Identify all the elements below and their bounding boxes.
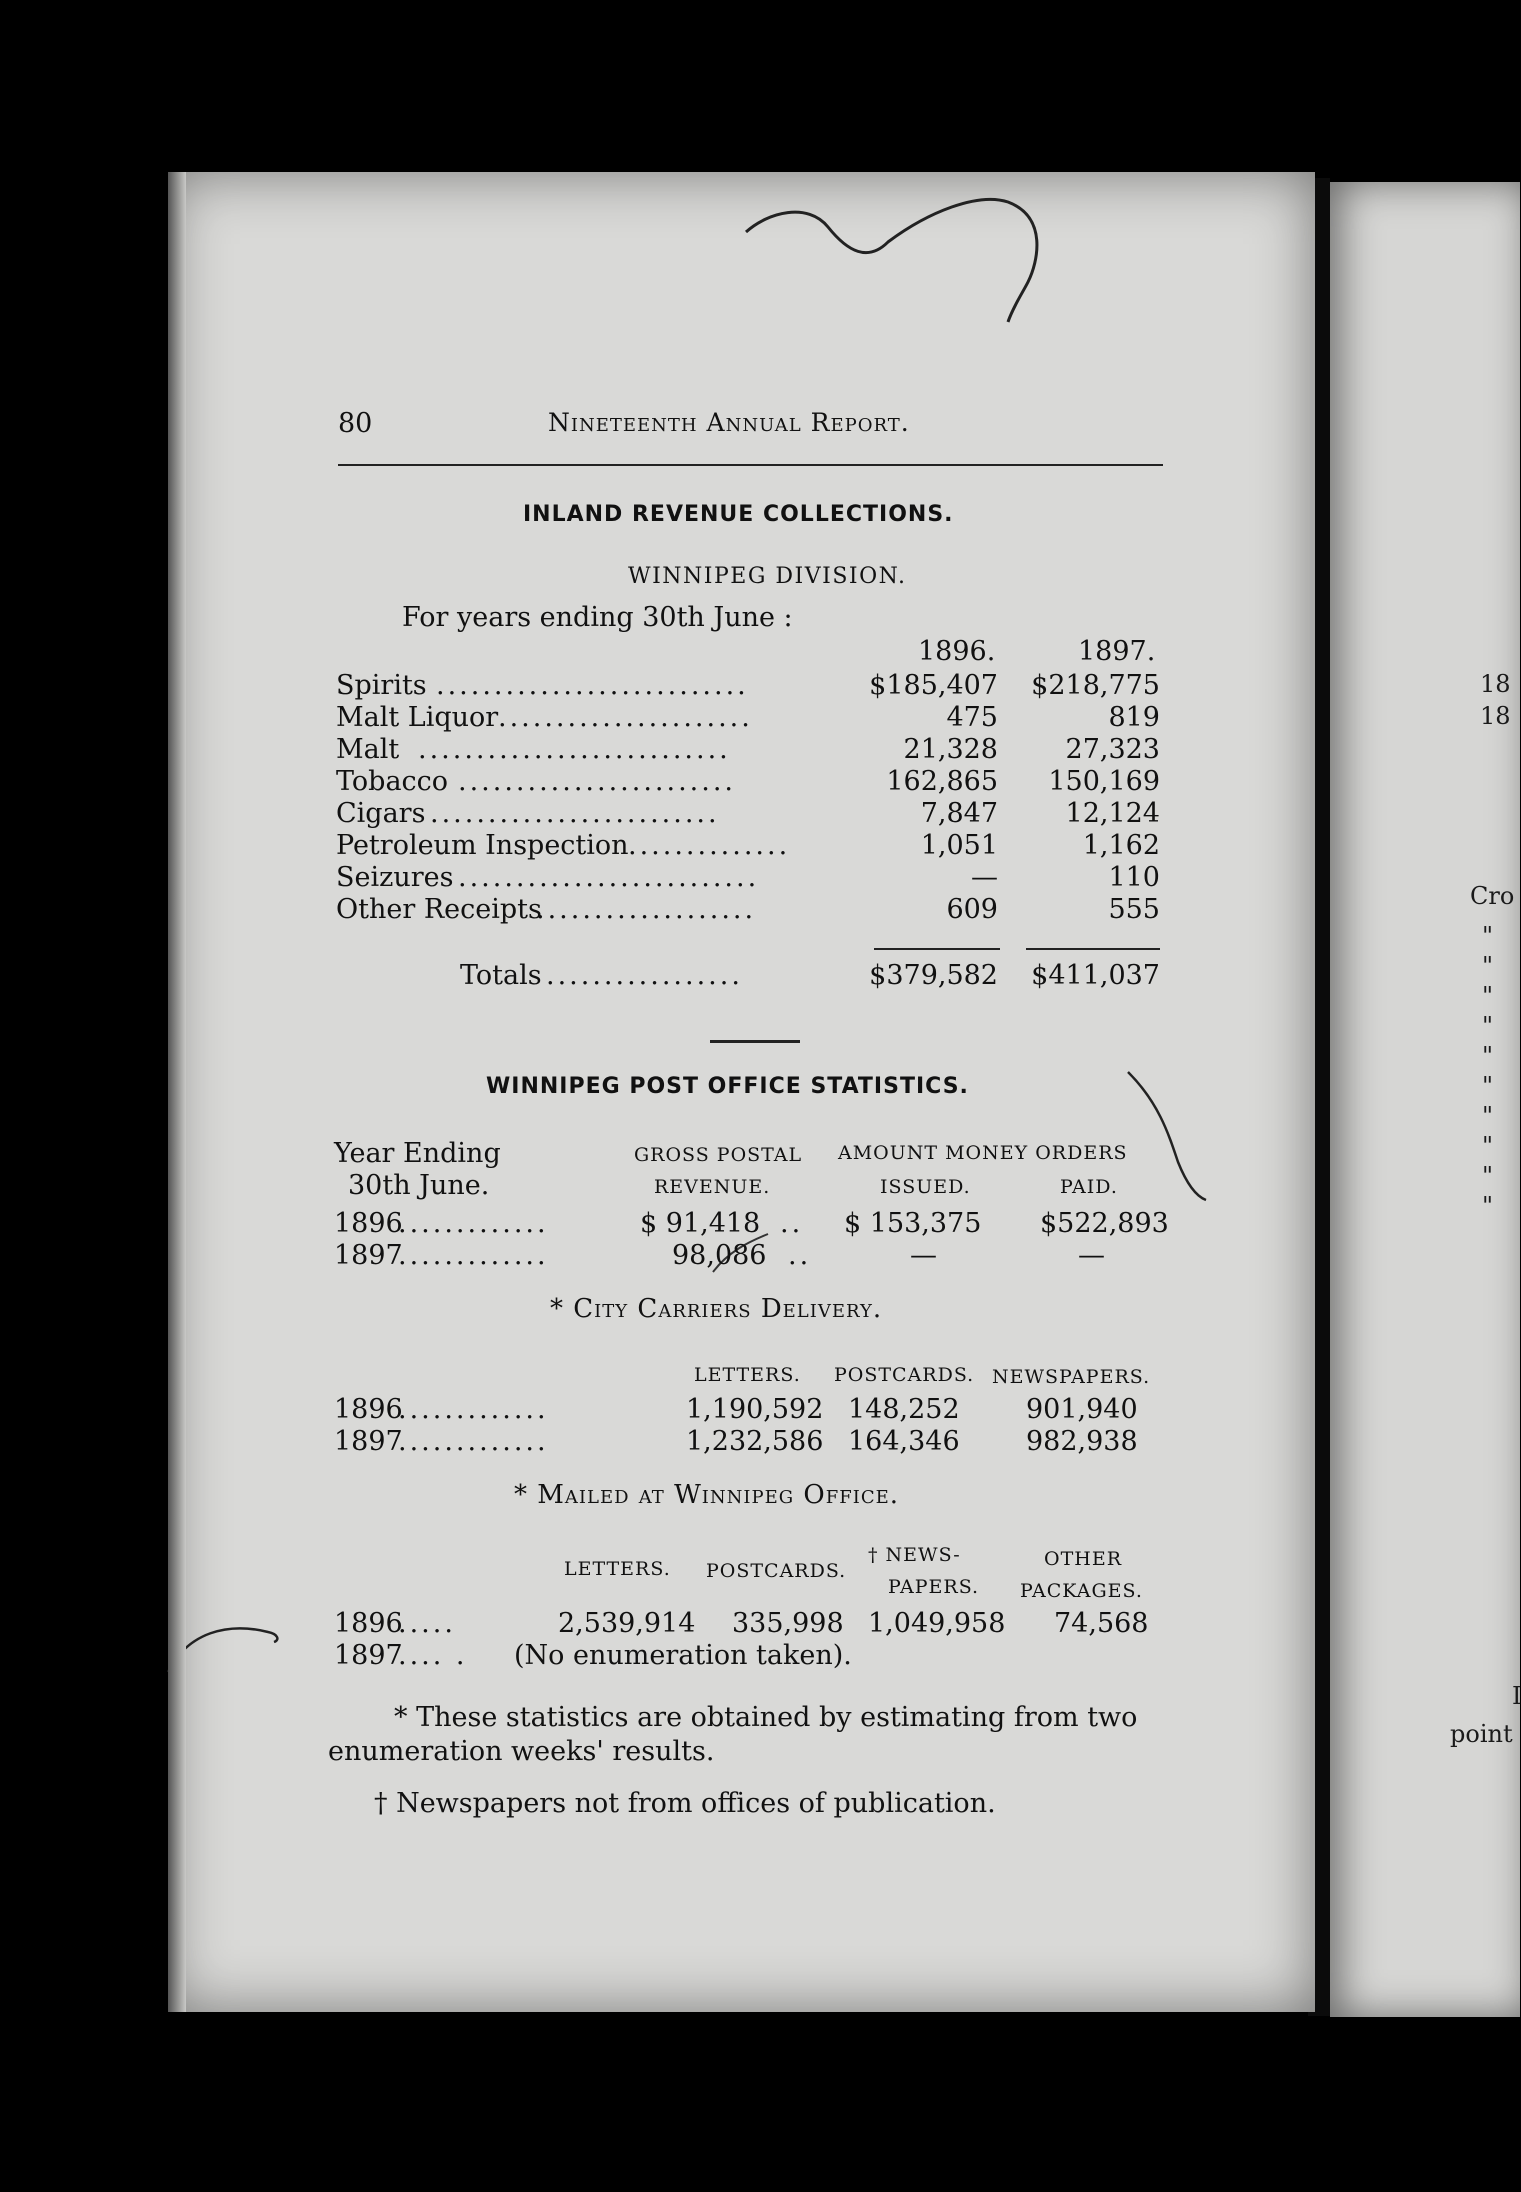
dot-leader: .......................... (458, 862, 760, 893)
facing-page-fragment: " (1482, 982, 1494, 1010)
year-cell: 1896 (334, 1608, 403, 1639)
col-letters: LETTERS. (564, 1558, 671, 1580)
value-1897: $218,775 (1031, 670, 1160, 701)
facing-page-fragment: " (1482, 1012, 1494, 1040)
dot-leader: ..... (398, 1608, 456, 1639)
row-label: Petroleum Inspection (336, 830, 629, 861)
row-label: Other Receipts (336, 894, 542, 925)
postcards-cell: 164,346 (848, 1426, 960, 1457)
gross-revenue-cell: 98,086 (672, 1240, 767, 1271)
col-year-line2: 30th June. (348, 1170, 490, 1201)
col-postcards: POSTCARDS. (834, 1364, 975, 1386)
value-1896: 1,051 (920, 830, 998, 861)
dot-leader: .. (780, 1208, 804, 1239)
issued-cell: $ 153,375 (844, 1208, 982, 1239)
facing-page-fragment: " (1482, 1192, 1494, 1220)
no-enumeration-note: (No enumeration taken). (514, 1640, 852, 1671)
table-row (168, 894, 1315, 926)
mailed-heading: * Mailed at Winnipeg Office. (514, 1480, 899, 1510)
table-row (168, 1426, 1315, 1458)
facing-page-fragment: " (1482, 952, 1494, 980)
facing-page-fragment: point (1450, 1720, 1513, 1748)
header-rule (338, 464, 1163, 466)
year-header-1897: 1897. (1078, 636, 1156, 667)
dot-leader: ................... (536, 894, 757, 925)
facing-page-fragment: 18 (1480, 670, 1511, 698)
totals-rule-1897 (1026, 948, 1160, 950)
table-row (168, 1394, 1315, 1426)
row-label: Seizures (336, 862, 454, 893)
facing-page-fragment: 18 (1480, 702, 1511, 730)
other-packages-cell: 74,568 (1054, 1608, 1149, 1639)
value-1896: $185,407 (869, 670, 998, 701)
value-1897: 110 (1108, 862, 1160, 893)
facing-page-fragment: " (1482, 1042, 1494, 1070)
value-1896: 475 (946, 702, 998, 733)
running-head-title: Nineteenth Annual Report. (548, 408, 910, 437)
year-cell: 1897 (334, 1640, 403, 1671)
col-gross-line2: REVENUE. (654, 1176, 771, 1198)
newspapers-cell: 901,940 (1026, 1394, 1138, 1425)
value-1896: 162,865 (886, 766, 998, 797)
year-cell: 1896 (334, 1208, 403, 1239)
col-news-line2: PAPERS. (888, 1576, 980, 1598)
row-label: Malt Liquor (336, 702, 499, 733)
year-cell: 1897 (334, 1240, 403, 1271)
dot-leader: .............. (628, 830, 791, 861)
page-edge (168, 172, 186, 2012)
year-cell: 1897 (334, 1426, 403, 1457)
footnote-asterisk-line1: * These statistics are obtained by estimating from two (394, 1702, 1138, 1733)
value-1897: 27,323 (1065, 734, 1160, 765)
col-year-line1: Year Ending (334, 1138, 501, 1169)
table-row (168, 1640, 1315, 1672)
col-money-orders: AMOUNT MONEY ORDERS (838, 1142, 1128, 1164)
dot-leader: ........................ (458, 766, 736, 797)
table-row (168, 1608, 1315, 1640)
row-label: Cigars (336, 798, 426, 829)
value-1896: 21,328 (903, 734, 998, 765)
table-row (168, 1208, 1315, 1240)
table-row (168, 734, 1315, 766)
table-row (168, 1240, 1315, 1272)
newspapers-cell: 982,938 (1026, 1426, 1138, 1457)
facing-page-fragment: " (1482, 922, 1494, 950)
dot-leader: ............. (398, 1426, 549, 1457)
newspapers-cell: 1,049,958 (868, 1608, 1006, 1639)
col-issued: ISSUED. (880, 1176, 971, 1198)
letters-cell: 1,190,592 (686, 1394, 824, 1425)
col-gross-line1: GROSS POSTAL (634, 1144, 803, 1166)
dot-leader: ............. (398, 1208, 549, 1239)
city-carriers-heading: * City Carriers Delivery. (550, 1294, 883, 1324)
dot-leader: ................. (546, 960, 743, 991)
postcards-cell: 148,252 (848, 1394, 960, 1425)
page-number: 80 (338, 408, 373, 439)
year-cell: 1896 (334, 1394, 403, 1425)
facing-page-fragment: " (1482, 1162, 1494, 1190)
totals-label: Totals (460, 960, 542, 991)
facing-page-fragment: " (1482, 1102, 1494, 1130)
gross-revenue-cell: $ 91,418 (640, 1208, 761, 1239)
col-postcards: POSTCARDS. (706, 1560, 847, 1582)
paid-cell: $522,893 (1040, 1208, 1169, 1239)
total-1896: $379,582 (869, 960, 998, 991)
totals-rule-1896 (874, 948, 1000, 950)
col-paid: PAID. (1060, 1176, 1118, 1198)
row-label: Malt (336, 734, 400, 765)
facing-page-fragment: Cro (1470, 882, 1515, 910)
dot-leader: .. (788, 1240, 812, 1271)
col-other-line1: OTHER (1044, 1548, 1122, 1570)
dot-leader: ........................... (436, 670, 749, 701)
col-news-line1: † NEWS- (868, 1544, 961, 1566)
value-1896: 7,847 (920, 798, 998, 829)
facing-page-fragment: " (1482, 1132, 1494, 1160)
year-header-1896: 1896. (918, 636, 996, 667)
inland-revenue-heading: INLAND REVENUE COLLECTIONS. (523, 502, 954, 527)
total-1897: $411,037 (1031, 960, 1160, 991)
table-row (168, 830, 1315, 862)
totals-row (168, 960, 1315, 992)
value-1897: 819 (1108, 702, 1160, 733)
value-1897: 555 (1108, 894, 1160, 925)
col-newspapers: NEWSPAPERS. (992, 1366, 1151, 1388)
col-letters: LETTERS. (694, 1364, 801, 1386)
dot-leader: ...................... (498, 702, 753, 733)
table-row (168, 670, 1315, 702)
value-1897: 1,162 (1082, 830, 1160, 861)
facing-page (1330, 182, 1520, 2017)
dot-leader: ........................... (418, 734, 731, 765)
row-label: Spirits (336, 670, 427, 701)
footnote-dagger: † Newspapers not from offices of publication. (374, 1788, 996, 1819)
dot-leader: ............. (398, 1394, 549, 1425)
facing-page-fragment: " (1482, 1072, 1494, 1100)
paid-cell: — (1078, 1240, 1105, 1271)
dot-leader: .... . (398, 1640, 468, 1671)
dot-leader: ......................... (430, 798, 720, 829)
letters-cell: 2,539,914 (558, 1608, 696, 1639)
division-subheading: WINNIPEG DIVISION. (628, 564, 907, 589)
issued-cell: — (910, 1240, 937, 1271)
postcards-cell: 335,998 (732, 1608, 844, 1639)
period-line: For years ending 30th June : (402, 602, 793, 633)
table-row (168, 798, 1315, 830)
dot-leader: ............. (398, 1240, 549, 1271)
section-divider (710, 1040, 800, 1043)
post-office-heading: WINNIPEG POST OFFICE STATISTICS. (486, 1074, 969, 1099)
value-1897: 12,124 (1065, 798, 1160, 829)
table-row (168, 766, 1315, 798)
report-page (168, 172, 1315, 2012)
footnote-asterisk-line2: enumeration weeks' results. (328, 1736, 715, 1767)
table-row (168, 862, 1315, 894)
letters-cell: 1,232,586 (686, 1426, 824, 1457)
value-1896: — (971, 862, 998, 893)
value-1896: 609 (946, 894, 998, 925)
row-label: Tobacco (336, 766, 449, 797)
table-row (168, 702, 1315, 734)
col-other-line2: PACKAGES. (1020, 1580, 1143, 1602)
facing-page-fragment: I (1512, 1682, 1521, 1710)
value-1897: 150,169 (1048, 766, 1160, 797)
